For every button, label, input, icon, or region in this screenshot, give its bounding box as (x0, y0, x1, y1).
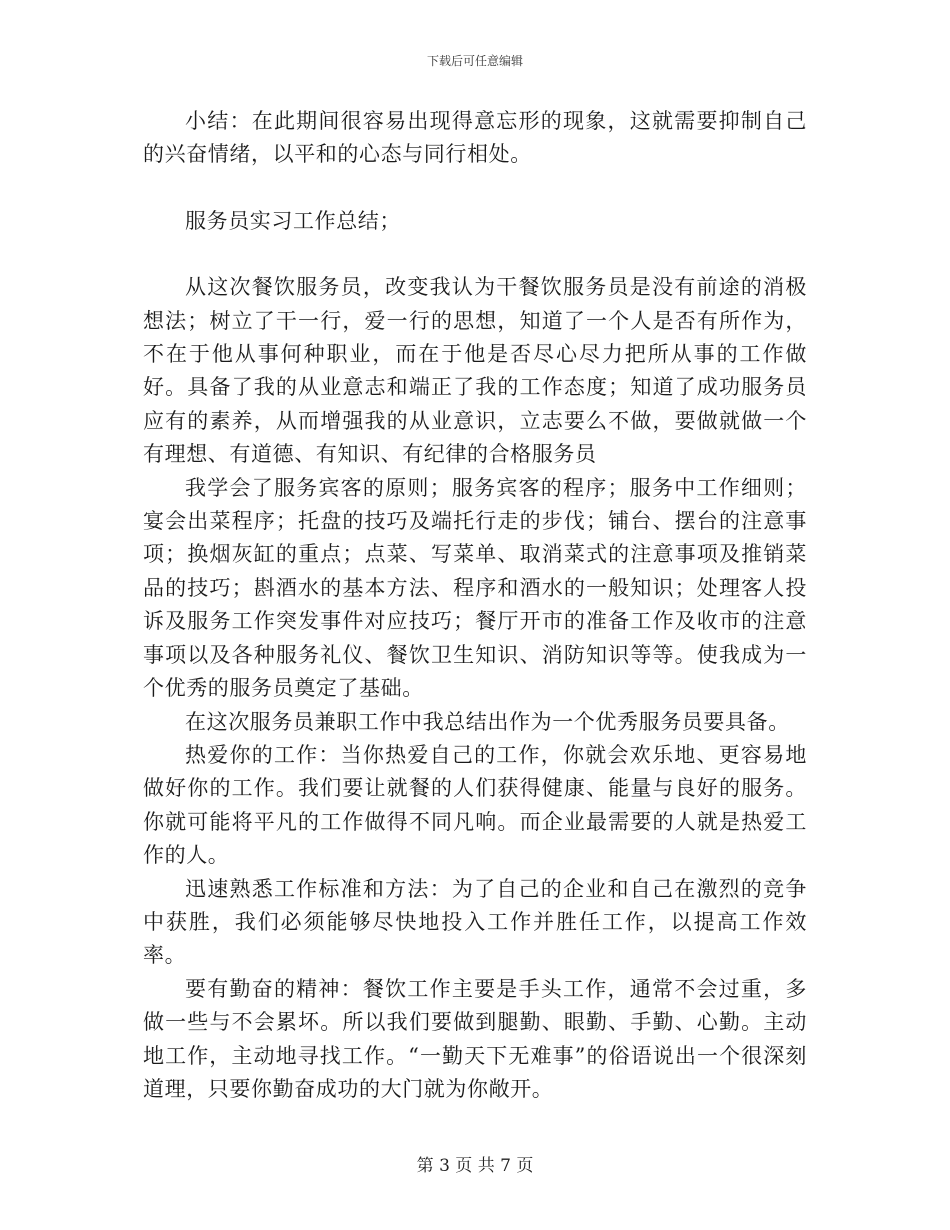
summary-paragraph: 小结：在此期间很容易出现得意忘形的现象，这就需要抑制自己的兴奋情绪，以平和的心态与同行相处。 (143, 109, 807, 167)
document-body (143, 105, 807, 1106)
body-paragraph: 在这次服务员兼职工作中我总结出作为一个优秀服务员要具备。 (185, 709, 790, 734)
page-number-footer: 第 3 页 共 7 页 (416, 1156, 534, 1176)
section-heading: 服务员实习工作总结； (185, 208, 401, 233)
body-paragraph: 我学会了服务宾客的原则；服务宾客的程序；服务中工作细则；宴会出菜程序；托盘的技巧及端托行走的步伐；铺台、摆台的注意事项；换烟灰缸的重点；点菜、写菜单、取消菜式的注意事项及推销菜品的技巧；斟酒水的基本方法、程序和酒水的一般知识；处理客人投诉及服务工作突发事件对应技巧；餐厅开市的准备工作及收市的注意事项以及各种服务礼仪、餐饮卫生知识、消防知识等等。使我成为一个优秀的服务员奠定了基础。 (143, 475, 807, 701)
body-paragraph: 迅速熟悉工作标准和方法：为了自己的企业和自己在激烈的竞争中获胜，我们必须能够尽快地投入工作并胜任工作，以提高工作效率。 (143, 876, 807, 968)
page-header-note: 下载后可任意编辑 (426, 54, 523, 68)
body-paragraph: 要有勤奋的精神：餐饮工作主要是手头工作，通常不会过重，多做一些与不会累坏。所以我们要做到腿勤、眼勤、手勤、心勤。主动地工作，主动地寻找工作。“一勤天下无难事”的俗语说出一个很深刻道理，只要你勤奋成功的大门就为你敞开。 (143, 976, 807, 1101)
body-paragraph: 热爱你的工作：当你热爱自己的工作，你就会欢乐地、更容易地做好你的工作。我们要让就餐的人们获得健康、能量与良好的服务。你就可能将平凡的工作做得不同凡响。而企业最需要的人就是热爱工作的人。 (143, 742, 807, 868)
body-paragraph: 从这次餐饮服务员，改变我认为干餐饮服务员是没有前途的消极想法；树立了干一行，爱一行的思想，知道了一个人是否有所作为，不在于他从事何种职业，而在于他是否尽心尽力把所从事的工作做好。具备了我的从业意志和端正了我的工作态度；知道了成功服务员应有的素养，从而增强我的从业意识，立志要么不做，要做就做一个有理想、有道德、有知识、有纪律的合格服务员 (143, 275, 807, 467)
